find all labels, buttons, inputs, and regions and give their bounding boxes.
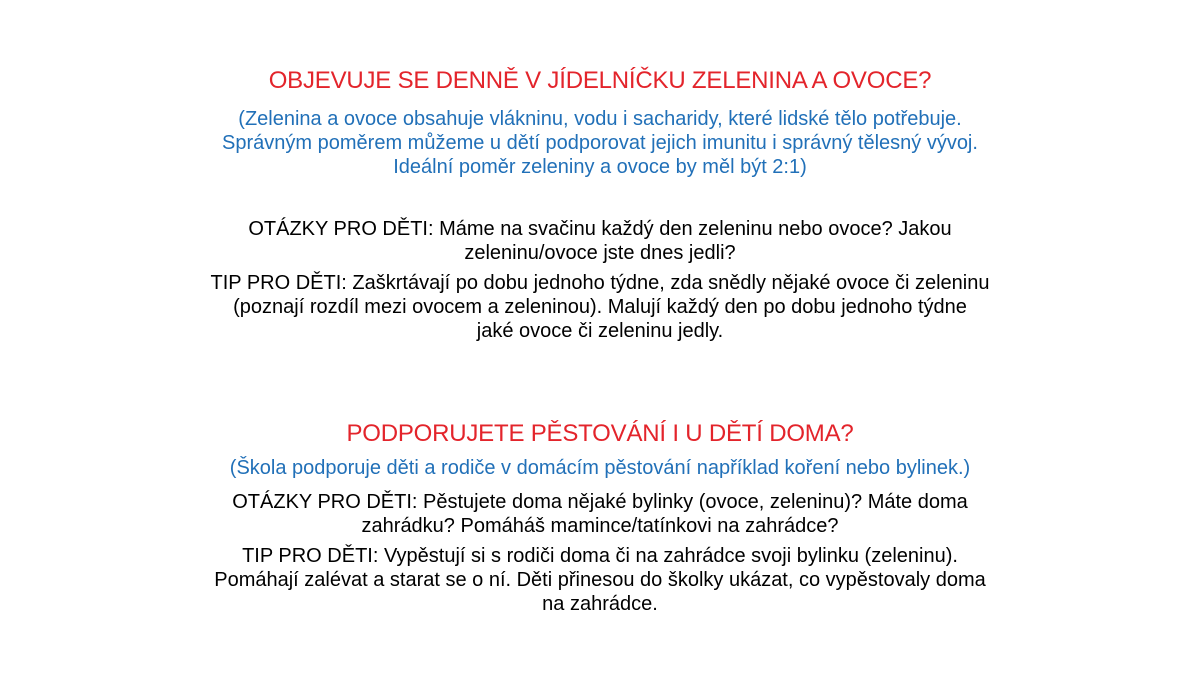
section1-questions-line: zeleninu/ovoce jste dnes jedli?: [464, 242, 736, 264]
section1-note-line: Správným poměrem můžeme u dětí podporovat jejich imunitu i správný tělesný vývoj.: [222, 132, 978, 154]
section1-note-line: Ideální poměr zeleniny a ovoce by měl být 2:1): [393, 156, 807, 178]
section1-questions-line: OTÁZKY PRO DĚTI: Máme na svačinu každý den zeleninu nebo ovoce? Jakou: [248, 218, 952, 240]
section2-questions-line: zahrádku? Pomáháš mamince/tatínkovi na zahrádce?: [361, 515, 839, 537]
section1-note: [100, 107, 1100, 179]
section1-tip-line: jaké ovoce či zeleninu jedly.: [476, 320, 724, 342]
section1-tip-line: (poznají rozdíl mezi ovocem a zeleninou). Malují každý den po dobu jednoho týdne: [233, 296, 967, 318]
section1-questions: [100, 217, 1100, 265]
section2-tip-line: TIP PRO DĚTI: Vypěstují si s rodiči doma či na zahrádce svoji bylinku (zeleninu).: [242, 545, 958, 567]
section1-heading: OBJEVUJE SE DENNĚ V JÍDELNÍČKU ZELENINA A OVOCE?: [268, 67, 932, 94]
section2-tip: [100, 544, 1100, 616]
section2-tip-line: Pomáhají zalévat a starat se o ní. Děti přinesou do školky ukázat, co vypěstovaly doma: [214, 569, 986, 591]
section2-note: [100, 456, 1100, 480]
section1-note-line: (Zelenina a ovoce obsahuje vlákninu, vodu i sacharidy, které lidské tělo potřebuje.: [238, 108, 962, 130]
section1-tip: [100, 271, 1100, 343]
section2-tip-line: na zahrádce.: [542, 593, 658, 615]
section1-tip-line: TIP PRO DĚTI: Zaškrtávají po dobu jednoho týdne, zda snědly nějaké ovoce či zeleninu: [210, 272, 990, 294]
section2-heading: PODPORUJETE PĚSTOVÁNÍ I U DĚTÍ DOMA?: [346, 420, 854, 447]
section2-questions-line: OTÁZKY PRO DĚTI: Pěstujete doma nějaké bylinky (ovoce, zeleninu)? Máte doma: [232, 491, 968, 513]
section2-questions: [100, 490, 1100, 538]
section2-note-line: (Škola podporuje děti a rodiče v domácím pěstování například koření nebo bylinek.): [229, 457, 971, 479]
